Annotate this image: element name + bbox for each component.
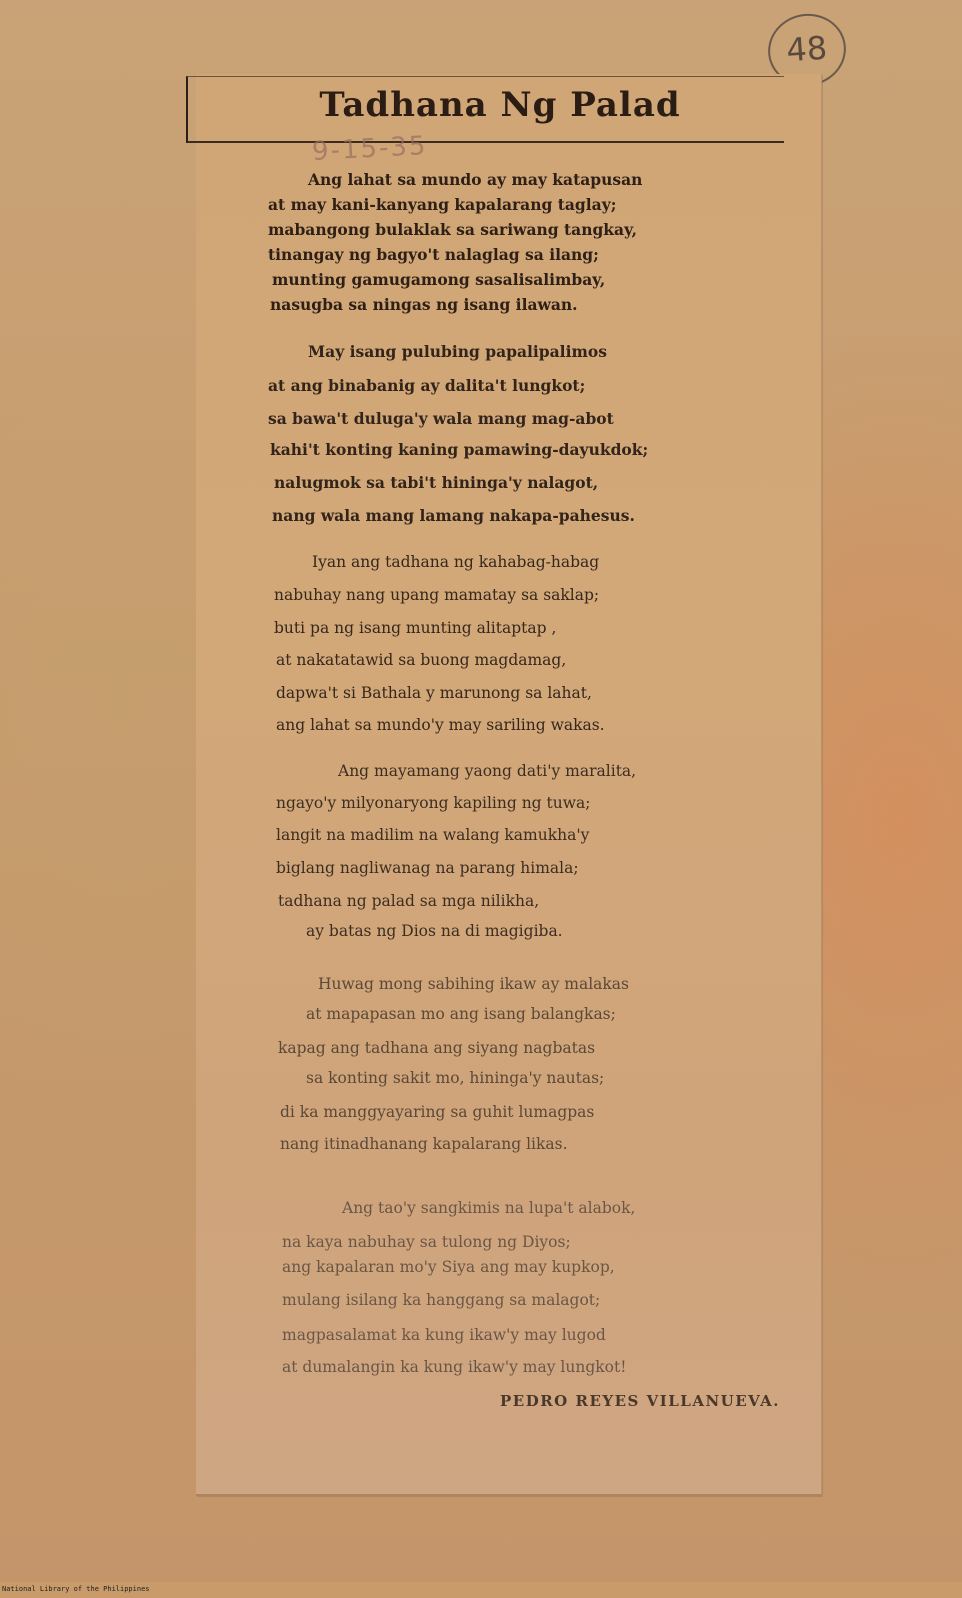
poem-line: Ang tao'y sangkimis na lupa't alabok,	[342, 1199, 636, 1217]
poem-line: at ang binabanig ay dalita't lungkot;	[268, 376, 586, 395]
poem-line: nasugba sa ningas ng isang ilawan.	[270, 295, 578, 314]
poem-line: tinangay ng bagyo't nalaglag sa ilang;	[268, 245, 599, 264]
poem-line: ang lahat sa mundo'y may sariling wakas.	[276, 716, 605, 734]
poem-title: Tadhana Ng Palad	[319, 85, 681, 125]
poem-line: dapwa't si Bathala y marunong sa lahat,	[276, 684, 592, 702]
poem-line: May isang pulubing papalipalimos	[308, 342, 607, 361]
poem-line: Ang mayamang yaong dati'y maralita,	[338, 762, 637, 780]
poem-line: Ang lahat sa mundo ay may katapusan	[308, 170, 643, 189]
poem-line: nang wala mang lamang nakapa-pahesus.	[272, 506, 635, 525]
poem-line: kapag ang tadhana ang siyang nagbatas	[278, 1039, 596, 1057]
poem-line: munting gamugamong sasalisalimbay,	[272, 270, 606, 289]
poem-line: at may kani-kanyang kapalarang taglay;	[268, 195, 617, 214]
poem-line: tadhana ng palad sa mga nilikha,	[278, 892, 540, 910]
poem-line: nabuhay nang upang mamatay sa saklap;	[274, 586, 600, 604]
poem-line: nalugmok sa tabi't hininga'y nalagot,	[274, 473, 599, 492]
page-number: 48	[785, 28, 829, 70]
author-signature: PEDRO REYES VILLANUEVA.	[500, 1392, 781, 1410]
poem-line: ngayo'y milyonaryong kapiling ng tuwa;	[276, 794, 591, 812]
poem-line: at nakatatawid sa buong magdamag,	[276, 651, 567, 669]
poem-line: sa bawa't duluga'y wala mang mag-abot	[268, 409, 614, 428]
poem-line: Huwag mong sabihing ikaw ay malakas	[318, 975, 629, 993]
poem-line: langit na madilim na walang kamukha'y	[276, 826, 590, 844]
poem-line: di ka manggyayaring sa guhit lumagpas	[280, 1103, 595, 1121]
poem-line: biglang nagliwanag na parang himala;	[276, 859, 579, 877]
poem-line: na kaya nabuhay sa tulong ng Diyos;	[282, 1233, 571, 1251]
poem-line: ay batas ng Dios na di magigiba.	[306, 922, 563, 940]
poem-line: at dumalangin ka kung ikaw'y may lungkot!	[282, 1358, 627, 1376]
poem-line: Iyan ang tadhana ng kahabag-habag	[312, 553, 600, 571]
poem-line: magpasalamat ka kung ikaw'y may lugod	[282, 1326, 606, 1344]
footer-credit: National Library of the Philippines	[2, 1585, 150, 1593]
poem-line: at mapapasan mo ang isang balangkas;	[306, 1005, 616, 1023]
poem-line: nang itinadhanang kapalarang likas.	[280, 1135, 568, 1153]
poem-line: mabangong bulaklak sa sariwang tangkay,	[268, 220, 638, 239]
poem-line: ang kapalaran mo'y Siya ang may kupkop,	[282, 1258, 615, 1276]
poem-line: mulang isilang ka hanggang sa malagot;	[282, 1291, 601, 1309]
poem-line: sa konting sakit mo, hininga'y nautas;	[306, 1069, 605, 1087]
poem-line: buti pa ng isang munting alitaptap ,	[274, 619, 557, 637]
poem-line: kahi't konting kaning pamawing-dayukdok;	[270, 440, 649, 459]
handwritten-date: 9-15-35	[311, 130, 429, 168]
